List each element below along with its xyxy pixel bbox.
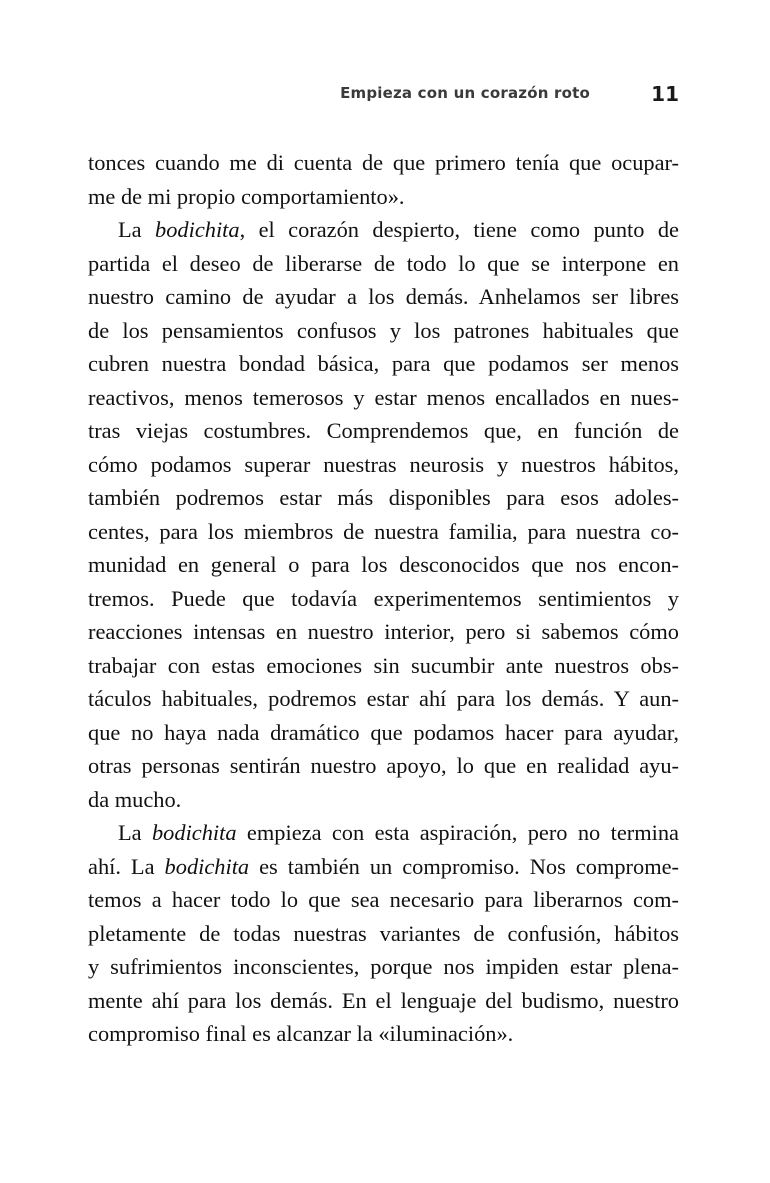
text-line: pletamente de todas nuestras variantes de confusión, hábitos [88, 920, 679, 946]
text-line: La bodichita, el corazón despierto, tiene como punto de [118, 217, 679, 242]
text-line: y sufrimientos inconscientes, porque nos impiden estar plena- [88, 954, 679, 979]
emphasis: bodichita [155, 217, 240, 242]
text-line: compromiso final es alcanzar la «iluminación». [88, 1021, 514, 1046]
text-line: ahí. La bodichita es también un compromiso. Nos comprome- [88, 853, 680, 879]
text-line: trabajar con estas emociones sin sucumbir ante nuestros obs- [88, 652, 679, 678]
emphasis: bodichita [164, 853, 250, 879]
text-line: munidad en general o para los desconocidos que nos encon- [88, 552, 679, 577]
text-line: partida el deseo de liberarse de todo lo que se interpone en [88, 250, 679, 276]
text-line: cómo podamos superar nuestras neurosis y nuestros hábitos, [88, 451, 679, 477]
page-number: 11 [651, 82, 679, 106]
text-line: da mucho. [88, 786, 182, 812]
text-line: cubren nuestra bondad básica, para que podamos ser menos [88, 351, 679, 376]
text-line: tremos. Puede que todavía experimentemos sentimientos y [88, 585, 679, 611]
emphasis: bodichita [151, 820, 237, 845]
text-line: nuestro camino de ayudar a los demás. Anhelamos ser libres [88, 284, 679, 309]
body-text [88, 146, 679, 1051]
text-line: tras viejas costumbres. Comprendemos que, en función de [88, 418, 679, 443]
text-line: reacciones intensas en nuestro interior, pero si sabemos cómo [88, 619, 679, 644]
text-line: otras personas sentirán nuestro apoyo, lo que en realidad ayu- [88, 753, 679, 778]
text-line: que no haya nada dramático que podamos hacer para ayudar, [88, 719, 679, 745]
text-line: de los pensamientos confusos y los patrones habituales que [88, 317, 679, 343]
text-line: me de mi propio comportamiento». [88, 183, 405, 209]
text-line: reactivos, menos temerosos y estar menos encallados en nues- [88, 384, 679, 410]
text-line: La bodichita empieza con esta aspiración, pero no termina [118, 820, 679, 845]
running-title: Empieza con un corazón roto [340, 84, 590, 102]
text-line: temos a hacer todo lo que sea necesario para liberarnos com- [88, 887, 679, 912]
text-line: tonces cuando me di cuenta de que primero tenía que ocupar- [88, 150, 679, 175]
text-line: mente ahí para los demás. En el lenguaje del budismo, nuestro [88, 987, 679, 1013]
page-header [0, 82, 770, 108]
text-line: táculos habituales, podremos estar ahí para los demás. Y aun- [88, 686, 679, 711]
text-line: centes, para los miembros de nuestra familia, para nuestra co- [88, 518, 679, 544]
text-line: también podremos estar más disponibles para esos adoles- [88, 485, 679, 510]
